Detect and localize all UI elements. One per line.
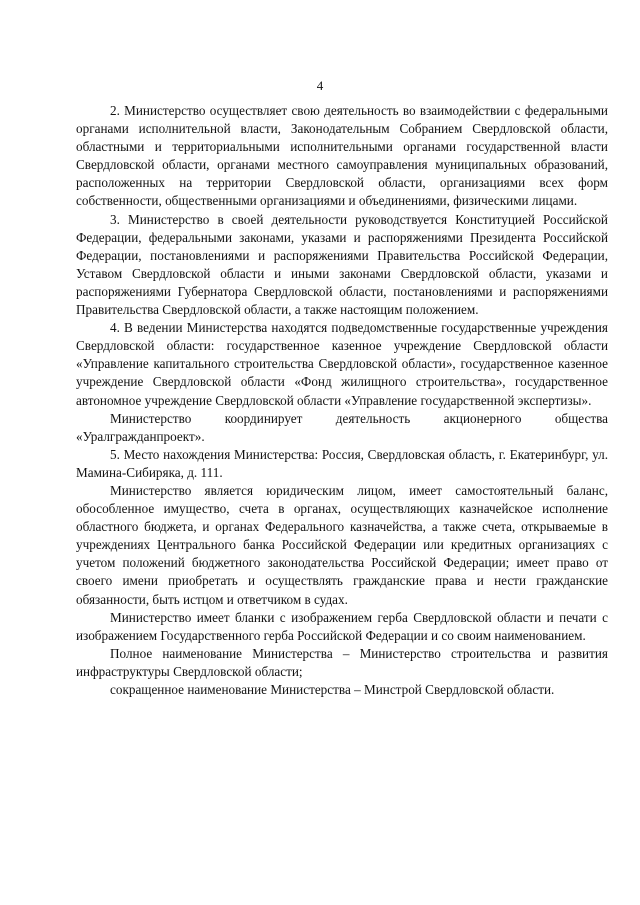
paragraph-2: 2. Министерство осуществляет свою деятельность во взаимодействии с федеральными органами исполнительной власти, Законодательным Собранием Свердловской области, областными и территориальными исполнительными органами государственной власти Свердловской области, органами местного самоуправления муниципальных образований, расположенных на территории Свердловской области, организациями всех форм собственности, общественными организациями и объединениями, физическими лицами. [76,103,608,209]
page-number: 4 [316,78,324,93]
paragraph-legal-entity: Министерство является юридическим лицом, имеет самостоятельный баланс, обособленное имущество, счета в органах, осуществляющих казначейское исполнение областного бюджета, и органах Федерального казначейства, а также счета, открываемые в учреждениях Центрального банка Российской Федерации или кредитных организациях с учетом положений бюджетного законодательства Российской Федерации; имеет право от своего имени приобретать и осуществлять гражданские права и нести гражданские обязанности, быть истцом и ответчиком в судах. [76,482,608,607]
paragraph-5-location: 5. Место нахождения Министерства: Россия, Свердловская область, г. Екатеринбург, ул. Мамина-Сибиряка, д. 111. [76,446,608,480]
paragraph-4: 4. В ведении Министерства находятся подведомственные государственные учреждения Свердловской области: государственное казенное учреждение Свердловской области «Управление капитального строительства Свердловской области», государственное казенное учреждение Свердловской области «Фонд жилищного строительства», государственное автономное учреждение Свердловской области «Управление государственной экспертизы». [76,320,608,408]
document-body [76,102,608,699]
paragraph-coordination: Министерство координирует деятельность акционерного общества «Уралгражданпроект». [76,410,608,444]
paragraph-short-name: сокращенное наименование Министерства – Минстрой Свердловской области. [110,682,555,697]
paragraph-full-name: Полное наименование Министерства – Министерство строительства и развития инфраструктуры Свердловской области; [76,645,608,679]
paragraph-3: 3. Министерство в своей деятельности руководствуется Конституцией Российской Федерации, федеральными законами, указами и распоряжениями Президента Российской Федерации, постановлениями и распоряжениями Правительства Российской Федерации, Уставом Свердловской области и иными законами Свердловской области, указами и распоряжениями Губернатора Свердловской области, постановлениями и распоряжениями Правительства Свердловской области, а также настоящим положением. [76,211,608,318]
paragraph-blanks-seal: Министерство имеет бланки с изображением герба Свердловской области и печати с изображением Государственного герба Российской Федерации и со своим наименованием. [76,609,608,643]
